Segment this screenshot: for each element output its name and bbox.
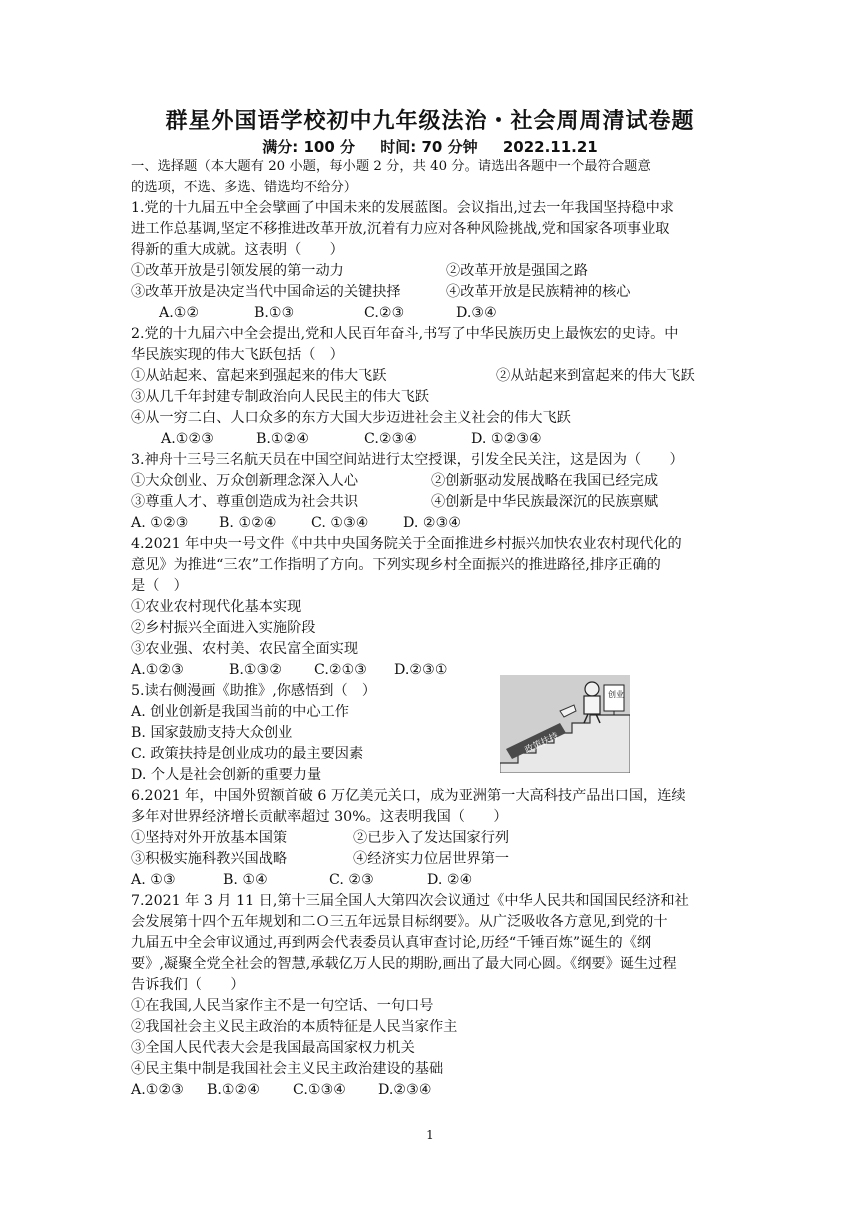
statement: ④改革开放是民族精神的核心 — [446, 284, 631, 300]
cartoon-steps-label: 政策扶持 — [523, 731, 561, 757]
choice-b: B. 国家鼓励支持大众创业 — [131, 725, 293, 741]
choice-row — [131, 513, 731, 534]
choice-b: B.①②④ — [256, 431, 310, 447]
question-body — [131, 156, 731, 1101]
question-stem: 九届五中全会审议通过,再到两会代表委员认真审查讨论,历经“千锤百炼”诞生的《纲 — [131, 935, 652, 951]
choice-c: C.②③④ — [364, 431, 418, 447]
choice-a: A.①②③ — [131, 1082, 184, 1098]
choice-d: D.②③① — [394, 662, 448, 678]
statement-row — [131, 471, 731, 492]
question-stem: 要》,凝聚全党全社会的智慧,承载亿万人民的期盼,画出了最大同心圆。《纲要》诞生过程 — [131, 956, 677, 972]
statement: ④经济实力位居世界第一 — [353, 851, 510, 867]
choice-b: B.①②④ — [207, 1082, 261, 1098]
statement: ③尊重人才、尊重创造成为社会共识 — [131, 494, 359, 510]
question-stem: 进工作总基调,坚定不移推进改革开放,沉着有力应对各种风险挑战,党和国家各项事业取 — [131, 221, 670, 237]
statement: ①坚持对外开放基本国策 — [131, 830, 288, 846]
exam-time: 时间: 70 分钟 — [380, 138, 478, 156]
statement: ②从站起来到富起来的伟大飞跃 — [496, 368, 695, 384]
choice-c: C. ①③④ — [311, 515, 369, 531]
question-stem: 1.党的十九届五中全会擘画了中国未来的发展蓝图。会议指出,过去一年我国坚持稳中求 — [131, 200, 674, 216]
statement: ③积极实施科教兴国战略 — [131, 851, 288, 867]
question-1 — [131, 198, 731, 324]
question-stem: 7.2021 年 3 月 11 日,第十三届全国人大第四次会议通过《中华人民共和国国民经济和社 — [131, 893, 689, 909]
question-stem: 3.神舟十三号三名航天员在中国空间站进行太空授课，引发全民关注，这是因为（ ） — [131, 452, 684, 468]
statement: ②我国社会主义民主政治的本质特征是人民当家作主 — [131, 1019, 458, 1035]
choice-c: C.②③ — [364, 305, 405, 321]
page-number: 1 — [426, 1128, 434, 1142]
question-stem: 4.2021 年中央一号文件《中共中央国务院关于全面推进乡村振兴加快农业农村现代化的 — [131, 536, 682, 552]
choice-c: C. ②③ — [329, 872, 374, 888]
statement-row — [131, 828, 731, 849]
question-stem: 2.党的十九届六中全会提出,党和人民百年奋斗,书写了中华民族历史上最恢宏的史诗。中 — [131, 326, 679, 342]
choice-a: A.①② — [159, 305, 200, 321]
choice-d: D. ①②③④ — [471, 431, 542, 447]
question-stem: 华民族实现的伟大飞跃包括（ ） — [131, 347, 344, 363]
statement: ②创新驱动发展战略在我国已经完成 — [431, 473, 659, 489]
question-7 — [131, 891, 731, 1101]
statement-row — [131, 261, 731, 282]
choice-b: B. ①②④ — [219, 515, 277, 531]
question-stem: 多年对世界经济增长贡献率超过 30%。这表明我国（ ） — [131, 809, 508, 825]
statement: ③从几千年封建专制政治向人民民主的伟大飞跃 — [131, 389, 429, 405]
exam-meta — [0, 136, 860, 157]
statement: ④民主集中制是我国社会主义民主政治建设的基础 — [131, 1061, 444, 1077]
choice-row — [131, 660, 731, 681]
choice-d: D. ②④ — [427, 872, 473, 888]
choice-b: B.①③② — [229, 662, 283, 678]
statement: ①大众创业、万众创新理念深入人心 — [131, 473, 359, 489]
question-stem: 5.读右侧漫画《助推》,你感悟到（ ） — [131, 683, 377, 699]
statement: ②已步入了发达国家行列 — [353, 830, 510, 846]
choice-row — [131, 303, 731, 324]
question-3 — [131, 450, 731, 534]
statement-row — [131, 366, 731, 387]
statement: ③改革开放是决定当代中国命运的关键抉择 — [131, 284, 401, 300]
choice-row — [131, 870, 731, 891]
cartoon-sign-label: 创业 — [608, 690, 624, 699]
statement-row — [131, 282, 731, 303]
choice-a: A. ①②③ — [131, 515, 189, 531]
choice-d: D. ②③④ — [403, 515, 462, 531]
question-stem: 告诉我们（ ） — [131, 977, 245, 993]
full-score: 满分: 100 分 — [262, 138, 356, 156]
question-stem: 6.2021 年，中国外贸额首破 6 万亿美元关口，成为亚洲第一大高科技产品出口国，连续 — [131, 788, 686, 804]
choice-row — [131, 429, 731, 450]
choice-c: C. 政策扶持是创业成功的最主要因素 — [131, 746, 364, 762]
section-header-cont: 的选项，不选、多选、错选均不给分） — [131, 180, 358, 195]
choice-c: C.②①③ — [314, 662, 368, 678]
statement: ④创新是中华民族最深沉的民族禀赋 — [431, 494, 659, 510]
statement-row — [131, 492, 731, 513]
question-stem: 会发展第十四个五年规划和二Ｏ三五年远景目标纲要》。从广泛吸收各方意见,到党的十 — [131, 914, 668, 930]
choice-a: A.①②③ — [161, 431, 214, 447]
question-stem: 是（ ） — [131, 578, 188, 594]
section-header: 一、选择题（本大题有 20 小题，每小题 2 分，共 40 分。请选出各题中一个最符合题意 — [131, 159, 651, 174]
choice-d: D.③④ — [456, 305, 497, 321]
statement: ③农业强、农村美、农民富全面实现 — [131, 641, 359, 657]
choice-d: D.②③④ — [378, 1082, 432, 1098]
cartoon-image — [500, 675, 630, 773]
question-stem: 意见》为推进“三农”工作指明了方向。下列实现乡村全面振兴的推进路径,排序正确的 — [131, 557, 661, 573]
exam-date: 2022.11.21 — [502, 138, 598, 156]
choice-row — [131, 1080, 731, 1101]
question-2 — [131, 324, 731, 450]
choice-b: B. ①④ — [223, 872, 268, 888]
question-6 — [131, 786, 731, 891]
question-stem: 得新的重大成就。这表明（ ） — [131, 242, 344, 258]
page-title: 群星外国语学校初中九年级法治・社会周周清试卷题 — [165, 109, 695, 134]
cartoon-drawing — [500, 675, 630, 773]
statement: ①在我国,人民当家作主不是一句空话、一句口号 — [131, 998, 434, 1014]
choice-a: A. ①③ — [131, 872, 176, 888]
question-5 — [131, 681, 731, 786]
statement: ①农业农村现代化基本实现 — [131, 599, 302, 615]
choice-b: B.①③ — [254, 305, 295, 321]
choice-a: A.①②③ — [131, 662, 184, 678]
choice-a: A. 创业创新是我国当前的中心工作 — [131, 704, 349, 720]
statement: ②乡村振兴全面进入实施阶段 — [131, 620, 316, 636]
choice-d: D. 个人是社会创新的重要力量 — [131, 767, 322, 783]
statement: ④从一穷二白、人口众多的东方大国大步迈进社会主义社会的伟大飞跃 — [131, 410, 571, 426]
statement-row — [131, 849, 731, 870]
question-4 — [131, 534, 731, 681]
statement: ③全国人民代表大会是我国最高国家权力机关 — [131, 1040, 415, 1056]
choice-c: C.①③④ — [293, 1082, 347, 1098]
statement: ①改革开放是引领发展的第一动力 — [131, 263, 344, 279]
statement: ①从站起来、富起来到强起来的伟大飞跃 — [131, 368, 387, 384]
statement: ②改革开放是强国之路 — [446, 263, 588, 279]
